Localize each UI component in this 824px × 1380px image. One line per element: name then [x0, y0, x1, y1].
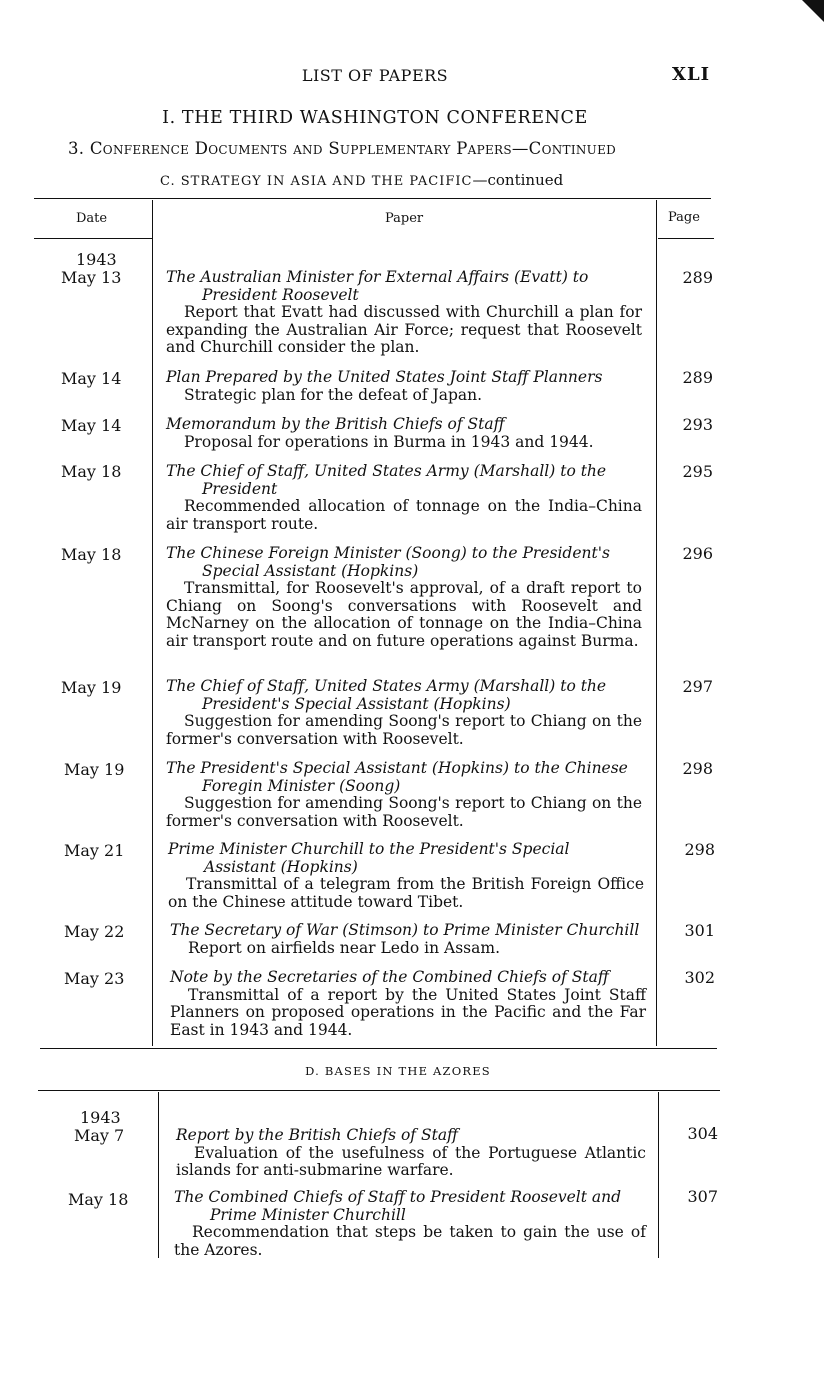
entry-page: 302 [684, 968, 715, 987]
entry-description: Report on airfields near Ledo in Assam. [188, 938, 500, 957]
entry-description: Evaluation of the usefulness of the Portuguese Atlantic islands for anti-submarine warfare. [176, 1143, 646, 1179]
entry-page: 295 [682, 462, 713, 481]
entry-description: Proposal for operations in Burma in 1943 and 1944. [184, 432, 594, 451]
entry-date: May 19 [61, 678, 122, 697]
entry-date: May 18 [68, 1190, 129, 1209]
entry-date: May 14 [61, 369, 122, 388]
table-bottom-rule [40, 1048, 717, 1049]
entry-title-cont: Assistant (Hopkins) [204, 857, 358, 876]
entry-date: May 18 [61, 545, 122, 564]
entry-description: Strategic plan for the defeat of Japan. [184, 385, 483, 404]
entry-date: May 19 [64, 760, 125, 779]
entry-paper [166, 545, 642, 650]
entry-title: The President's Special Assistant (Hopkins) to the Chinese [166, 759, 628, 777]
subsubsection-title [160, 171, 563, 189]
running-header: LIST OF PAPERS [301, 66, 449, 85]
entry-page: 297 [682, 677, 713, 696]
entry-paper [166, 678, 642, 748]
subsection-title: 3. Conference Documents and Supplementary Papers—Continued [68, 139, 617, 158]
header-rule-page [658, 238, 714, 239]
entry-title-cont: President [202, 479, 278, 498]
column-header-paper: Paper [385, 211, 424, 226]
entry-title: Report by the British Chiefs of Staff [176, 1126, 459, 1144]
year-label: 1943 [76, 250, 117, 269]
column-divider-page [656, 200, 657, 1046]
entry-description: Transmittal of a report by the United States Joint Staff Planners on proposed operations in the Pacific and the Far East in 1943 and 1944. [170, 985, 646, 1039]
entry-title: The Secretary of War (Stimson) to Prime Minister Churchill [170, 921, 640, 939]
entry-title-cont: Special Assistant (Hopkins) [202, 561, 419, 580]
table-top-rule [34, 198, 711, 199]
entry-date: May 18 [61, 462, 122, 481]
entry-page: 298 [684, 840, 715, 859]
entry-paper [166, 760, 642, 830]
entry-description: Transmittal, for Roosevelt's approval, of a draft report to Chiang on Soong's conversations with Roosevelt and McNarney on the allocation of tonnage on the India–China air transport route and on future operations against Burma. [166, 579, 642, 650]
entry-date: May 23 [64, 969, 125, 988]
entry-title-cont: Foregin Minister (Soong) [202, 776, 401, 795]
entry-page: 293 [682, 415, 713, 434]
page-corner-mark [802, 0, 824, 22]
entry-page: 296 [682, 544, 713, 563]
subsubsection-suffix: —continued [472, 171, 564, 189]
entry-date: May 14 [61, 416, 122, 435]
entry-title: The Australian Minister for External Affairs (Evatt) to [166, 268, 589, 286]
entry-paper [166, 269, 642, 357]
entry-page: 298 [682, 759, 713, 778]
entry-paper [166, 463, 642, 533]
entry-description: Recommended allocation of tonnage on the India–China air transport route. [166, 497, 642, 533]
column-header-date: Date [76, 211, 108, 226]
entry-page: 304 [687, 1124, 718, 1143]
entry-title-cont: President's Special Assistant (Hopkins) [202, 694, 511, 713]
entry-description: Report that Evatt had discussed with Churchill a plan for expanding the Australian Air Force; request that Roosevelt and Churchill consider the plan. [166, 303, 642, 356]
entry-title-cont: President Roosevelt [202, 285, 359, 304]
entry-page: 289 [682, 368, 713, 387]
entry-title-cont: Prime Minister Churchill [210, 1205, 406, 1224]
entry-title: The Combined Chiefs of Staff to President Roosevelt and [174, 1188, 622, 1206]
page-number: XLI [672, 64, 711, 85]
entry-paper [176, 1127, 646, 1180]
subsection-d-title: D. BASES IN THE AZORES [305, 1064, 491, 1078]
entry-title: Memorandum by the British Chiefs of Staff [166, 415, 505, 433]
entry-paper [170, 969, 646, 1039]
entry-description: Transmittal of a telegram from the British Foreign Office on the Chinese attitude toward Tibet. [168, 875, 644, 911]
entry-date: May 7 [74, 1126, 125, 1145]
entry-page: 307 [687, 1187, 718, 1206]
subsubsection-label: C. STRATEGY IN ASIA AND THE PACIFIC [160, 174, 473, 189]
entry-date: May 21 [64, 841, 125, 860]
year-label: 1943 [80, 1108, 121, 1127]
entry-date: May 22 [64, 922, 125, 941]
column-divider-date [152, 200, 153, 1046]
column-divider-page-d [658, 1092, 659, 1258]
entry-title: Prime Minister Churchill to the President's Special [168, 840, 570, 858]
entry-title: The Chief of Staff, United States Army (Marshall) to the [166, 462, 607, 480]
entry-paper [174, 1189, 646, 1259]
entry-description: Recommendation that steps be taken to gain the use of the Azores. [174, 1223, 646, 1259]
section-title: I. THE THIRD WASHINGTON CONFERENCE [162, 108, 588, 128]
entry-title: The Chinese Foreign Minister (Soong) to the President's [166, 544, 610, 562]
entry-paper [168, 841, 644, 911]
entry-description: Suggestion for amending Soong's report to Chiang on the former's conversation with Roosevelt. [166, 794, 642, 830]
entry-page: 301 [684, 921, 715, 940]
entry-title: The Chief of Staff, United States Army (Marshall) to the [166, 677, 607, 695]
entry-paper [166, 369, 642, 404]
entry-description: Suggestion for amending Soong's report to Chiang on the former's conversation with Roosevelt. [166, 712, 642, 748]
column-divider-date-d [158, 1092, 159, 1258]
entry-date: May 13 [61, 268, 122, 287]
header-rule-date [34, 238, 152, 239]
column-header-page: Page [668, 210, 700, 225]
entry-page: 289 [682, 268, 713, 287]
entry-paper [166, 416, 642, 451]
entry-paper [170, 922, 646, 957]
table-d-top-rule [38, 1090, 720, 1091]
entry-title: Plan Prepared by the United States Joint Staff Planners [166, 368, 603, 386]
entry-title: Note by the Secretaries of the Combined Chiefs of Staff [170, 968, 609, 986]
